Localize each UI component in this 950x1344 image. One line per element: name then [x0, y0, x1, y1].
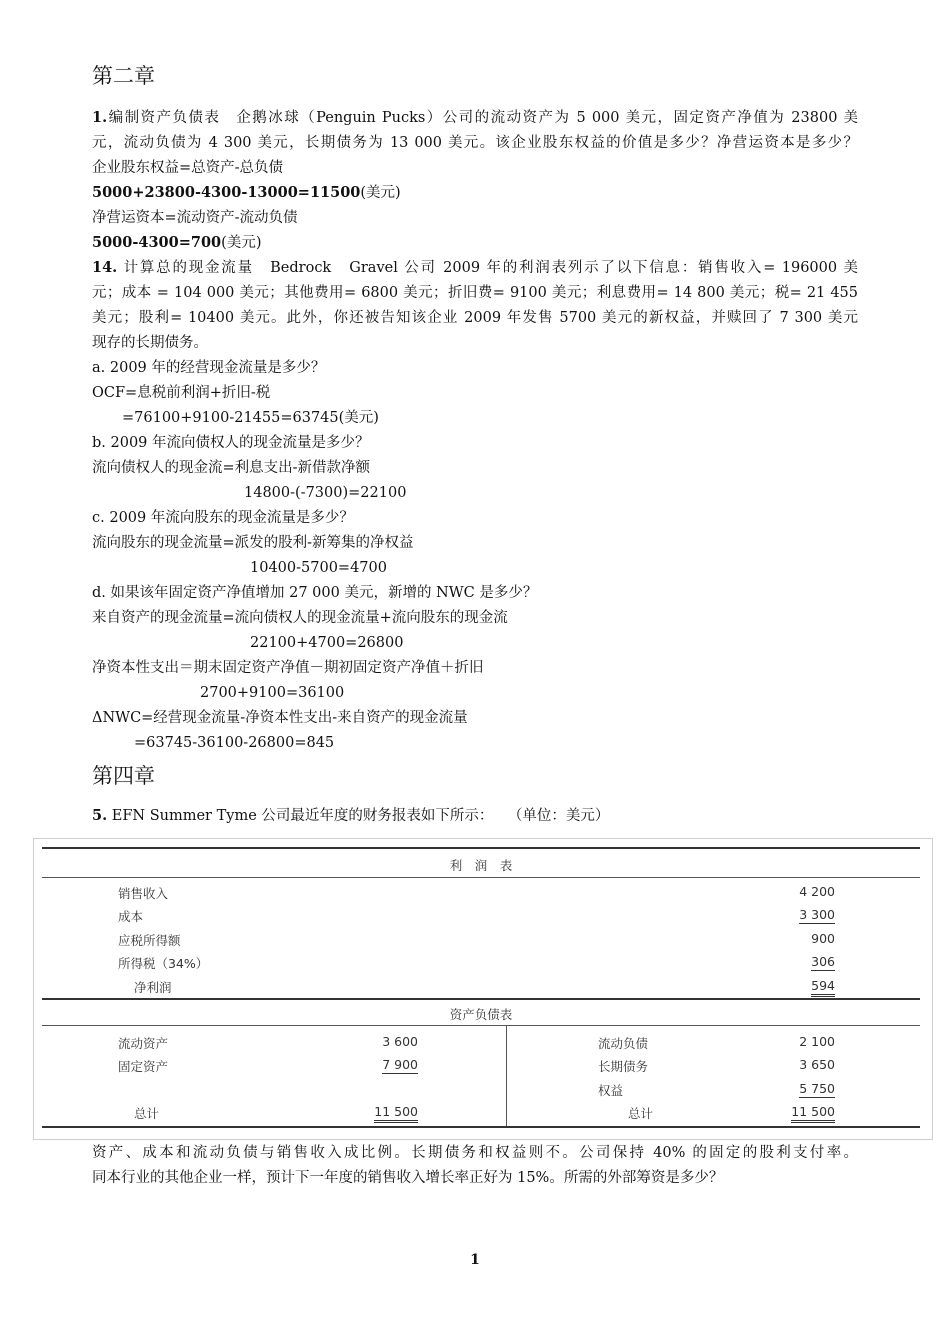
liabilities-row-label: 流动负债 [598, 1036, 649, 1051]
table-top-rule [42, 847, 920, 849]
liabilities-row-value-text: 5 750 [799, 1081, 835, 1096]
chapter-title: 第四章 [92, 764, 155, 788]
q14-d-line-5: ΔNWC=经营现金流量-净资本性支出-来自资产的现金流量 [92, 710, 468, 726]
q1-unit: (美元) [221, 235, 262, 251]
liabilities-total-label: 总计 [628, 1106, 654, 1121]
income-row-value [762, 978, 835, 993]
assets-total-value [352, 1104, 418, 1119]
q1-nwc-calc: 5000-4300=700 [92, 234, 222, 251]
table-rule [42, 1025, 920, 1026]
liabilities-row-label: 长期债务 [598, 1059, 649, 1074]
income-row-value-text: 594 [811, 978, 835, 997]
assets-row-label: 流动资产 [118, 1036, 169, 1051]
income-row-value: 900 [811, 931, 835, 946]
assets-total-label: 总计 [134, 1106, 160, 1121]
q5-text: EFN Summer Tyme 公司最近年度的财务报表如下所示： （单位：美元） [107, 808, 610, 824]
q5-number: 5. [92, 807, 108, 824]
income-row-value [762, 954, 835, 969]
q14-d-question: d. 如果该年固定资产净值增加 27 000 美元，新增的 NWC 是多少？ [92, 585, 538, 601]
q14-b-line-1: 流向债权人的现金流=利息支出-新借款净额 [92, 460, 371, 476]
q1-line-6 [92, 233, 261, 253]
liabilities-row-value: 2 100 [799, 1034, 835, 1049]
income-row-label: 成本 [118, 909, 144, 924]
q14-a-line-2: =76100+9100-21455=63745(美元) [122, 410, 379, 426]
q14-line-1 [92, 258, 858, 278]
liabilities-total-value-text: 11 500 [791, 1104, 835, 1123]
assets-row-value-text: 7 900 [382, 1057, 418, 1072]
assets-row-value [352, 1057, 418, 1072]
q14-line-4: 现存的长期债务。 [92, 335, 208, 351]
income-row-label: 应税所得额 [118, 933, 181, 948]
income-row-label: 销售收入 [118, 886, 169, 901]
q1-line-3: 企业股东权益=总资产-总负债 [92, 160, 284, 176]
income-row-value: 4 200 [799, 884, 835, 899]
assets-total-value-text: 11 500 [374, 1104, 418, 1123]
q14-text: 计算总的现金流量 Bedrock Gravel 公司 2009 年的利润表列示了以下信息：销售收入= 196000 美 [117, 260, 858, 276]
liabilities-total-value [762, 1104, 835, 1119]
q14-b-question: b. 2009 年流向债权人的现金流量是多少？ [92, 435, 370, 451]
income-row-value [762, 907, 835, 922]
q1-unit: (美元) [360, 185, 401, 201]
q1-equity-calc: 5000+23800-4300-13000=11500 [92, 184, 361, 201]
liabilities-row-label: 权益 [598, 1083, 624, 1098]
table-bottom-rule [42, 1126, 920, 1128]
q14-d-line-1: 来自资产的现金流量=流向债权人的现金流量+流向股东的现金流 [92, 610, 508, 626]
liabilities-row-value: 3 650 [799, 1057, 835, 1072]
q1-number: 1. [92, 109, 108, 126]
q14-a-question: a. 2009 年的经营现金流量是多少？ [92, 360, 326, 376]
balance-sheet-title: 资产负债表 [449, 1007, 513, 1022]
q5-after-line-2: 同本行业的其他企业一样，预计下一年度的销售收入增长率正好为 15%。所需的外部筹资是多少？ [92, 1170, 724, 1186]
q1-line-4 [92, 183, 401, 203]
income-statement-title: 利 润 表 [449, 858, 513, 873]
income-row-value-text: 3 300 [799, 907, 835, 922]
income-row-value-text: 306 [811, 954, 835, 969]
assets-row-value: 3 600 [382, 1034, 418, 1049]
q1-text: 编制资产负债表 企鹅冰球（Penguin Pucks）公司的流动资产为 5 000 美元，固定资产净值为 23800 美 [107, 110, 858, 126]
q1-line-2: 元，流动负债为 4 300 美元，长期债务为 13 000 美元。该企业股东权益的价值是多少？净营运资本是多少？ [92, 135, 858, 151]
q14-c-line-2: 10400-5700=4700 [250, 560, 387, 576]
table-rule [42, 877, 920, 878]
chapter-title: 第二章 [92, 64, 155, 88]
q14-c-question: c. 2009 年流向股东的现金流量是多少？ [92, 510, 354, 526]
q14-line-2: 元；成本 = 104 000 美元；其他费用= 6800 美元；折旧费= 9100 美元；利息费用= 14 800 美元；税= 21 455 [92, 285, 858, 301]
assets-row-label: 固定资产 [118, 1059, 169, 1074]
q5-after-line-1: 资产、成本和流动负债与销售收入成比例。长期债务和权益则不。公司保持 40% 的固定的股利支付率。 [92, 1145, 858, 1161]
q14-c-line-1: 流向股东的现金流量=派发的股利-新筹集的净权益 [92, 535, 414, 551]
q14-d-line-3: 净资本性支出＝期末固定资产净值－期初固定资产净值＋折旧 [92, 660, 484, 676]
q14-a-line-1: OCF=息税前利润+折旧-税 [92, 385, 271, 401]
income-row-label: 净利润 [134, 980, 172, 995]
q14-number: 14. [92, 259, 118, 276]
income-row-label: 所得税（34%） [118, 956, 209, 971]
table-rule [42, 998, 920, 1000]
q1-line-1 [92, 108, 858, 128]
q14-line-3: 美元；股利= 10400 美元。此外，你还被告知该企业 2009 年发售 5700 美元的新权益，并赎回了 7 300 美元 [92, 310, 858, 326]
q1-line-5: 净营运资本=流动资产-流动负债 [92, 210, 298, 226]
table-column-divider [506, 1026, 507, 1126]
q14-d-line-4: 2700+9100=36100 [200, 685, 345, 701]
page-number: 1 [470, 1252, 480, 1268]
q14-b-line-2: 14800-(-7300)=22100 [244, 485, 407, 501]
q5-line [92, 806, 609, 826]
q14-d-line-2: 22100+4700=26800 [250, 635, 404, 651]
q14-d-line-6: =63745-36100-26800=845 [134, 735, 335, 751]
liabilities-row-value [762, 1081, 835, 1096]
